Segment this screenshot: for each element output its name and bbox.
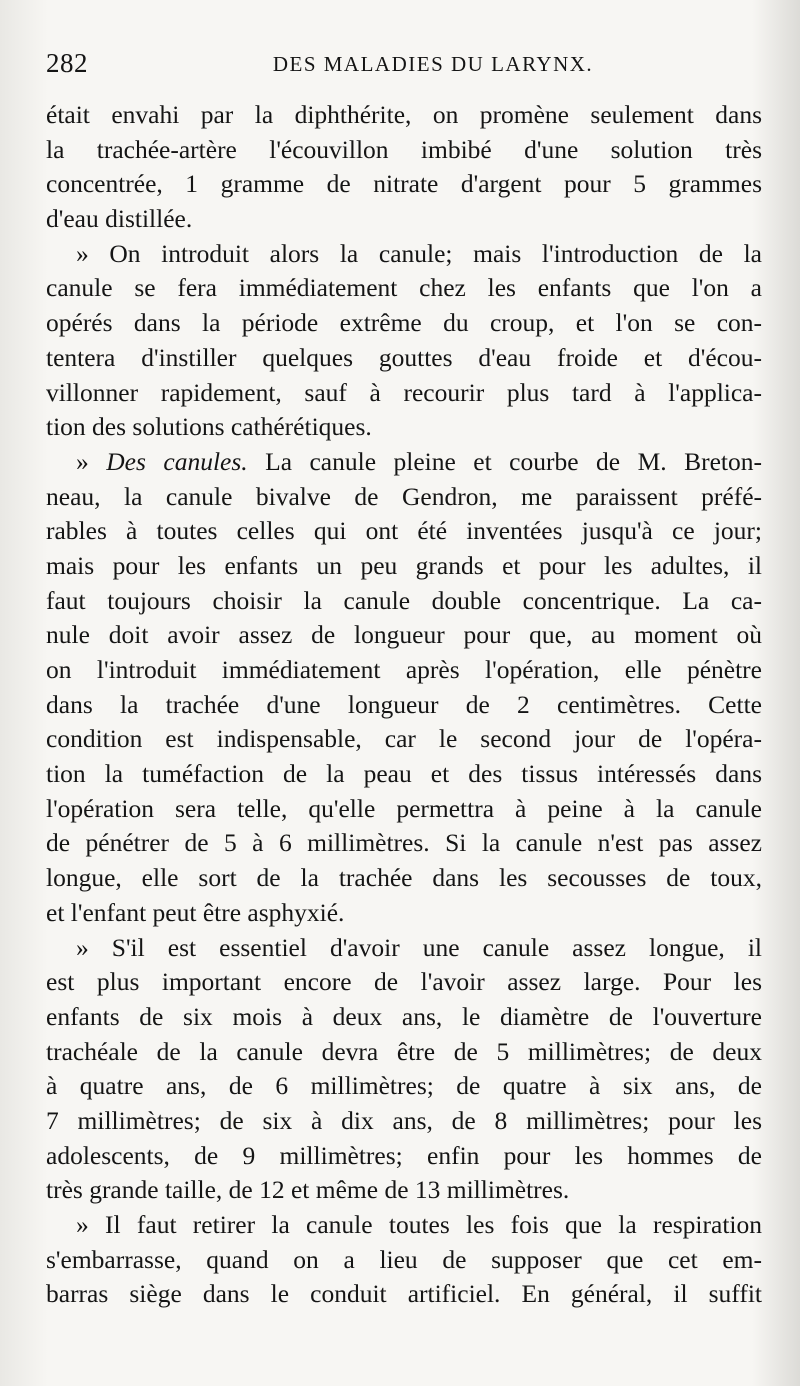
text-line: canule se fera immédiatement chez les enfants que l'on a xyxy=(46,273,762,303)
text-line: on l'introduit immédiatement après l'opération, elle pénètre xyxy=(46,655,762,684)
text-line: est plus important encore de l'avoir assez large. Pour les xyxy=(46,967,762,997)
italic-heading: Des canules. xyxy=(106,446,248,476)
text-line: à quatre ans, de 6 millimètres; de quatre à six ans, de xyxy=(46,1071,762,1101)
text-line: adolescents, de 9 millimètres; enfin pour les hommes de xyxy=(46,1140,762,1170)
text-line: » S'il est essentiel d'avoir une canule assez longue, il xyxy=(76,932,762,962)
text-line: s'embarrasse, quand on a lieu de supposer que cet em- xyxy=(46,1244,762,1274)
text-line: la trachée-artère l'écouvillon imbibé d'une solution très xyxy=(46,134,762,164)
text-line: » On introduit alors la canule; mais l'introduction de la xyxy=(76,238,762,268)
text-line: condition est indispensable, car le second jour de l'opéra- xyxy=(46,724,762,754)
text-line: de pénétrer de 5 à 6 millimètres. Si la canule n'est pas assez xyxy=(46,828,762,858)
text-line: mais pour les enfants un peu grands et pour les adultes, il xyxy=(46,550,762,580)
text-line: et l'enfant peut être asphyxié. xyxy=(46,897,345,927)
text-line: dans la trachée d'une longueur de 2 centimètres. Cette xyxy=(46,689,762,719)
page-header xyxy=(46,48,760,88)
body-text xyxy=(46,98,762,1312)
text-line: villonner rapidement, sauf à recourir plus tard à l'applica- xyxy=(46,377,762,407)
text-line: rables à toutes celles qui ont été inventées jusqu'à ce jour; xyxy=(46,516,762,546)
text-line: » Des canules. La canule pleine et courbe de M. Breton- xyxy=(76,446,762,476)
text-line: concentrée, 1 gramme de nitrate d'argent pour 5 grammes xyxy=(46,169,762,199)
text-line: longue, elle sort de la trachée dans les secousses de toux, xyxy=(46,863,762,893)
text-line: » Il faut retirer la canule toutes les fois que la respiration xyxy=(76,1210,762,1239)
text-line: 7 millimètres; de six à dix ans, de 8 millimètres; pour les xyxy=(46,1105,762,1135)
text-line: neau, la canule bivalve de Gendron, me paraissent préfé- xyxy=(46,481,762,511)
text-line: tion des solutions cathérétiques. xyxy=(46,412,372,442)
running-head: DES MALADIES DU LARYNX. xyxy=(272,52,594,76)
text-line: l'opération sera telle, qu'elle permettra à peine à la canule xyxy=(46,793,762,823)
text-line: tion la tuméfaction de la peau et des tissus intéressés dans xyxy=(46,759,762,789)
text-line: barras siège dans le conduit artificiel. En général, il suffit xyxy=(46,1279,762,1309)
text-line: très grande taille, de 12 et même de 13 millimètres. xyxy=(46,1175,570,1205)
text-line: enfants de six mois à deux ans, le diamètre de l'ouverture xyxy=(46,1001,762,1031)
text-line: d'eau distillée. xyxy=(46,204,193,234)
text-line: nule doit avoir assez de longueur pour que, au moment où xyxy=(46,620,762,650)
text-line: faut toujours choisir la canule double concentrique. La ca- xyxy=(46,585,762,615)
text-line: tentera d'instiller quelques gouttes d'eau froide et d'écou- xyxy=(46,342,762,372)
page-number: 282 xyxy=(46,48,88,78)
text-line: trachéale de la canule devra être de 5 millimètres; de deux xyxy=(46,1036,762,1066)
text-line: était envahi par la diphthérite, on promène seulement dans xyxy=(46,100,762,129)
text-line: opérés dans la période extrême du croup, et l'on se con- xyxy=(46,308,762,338)
